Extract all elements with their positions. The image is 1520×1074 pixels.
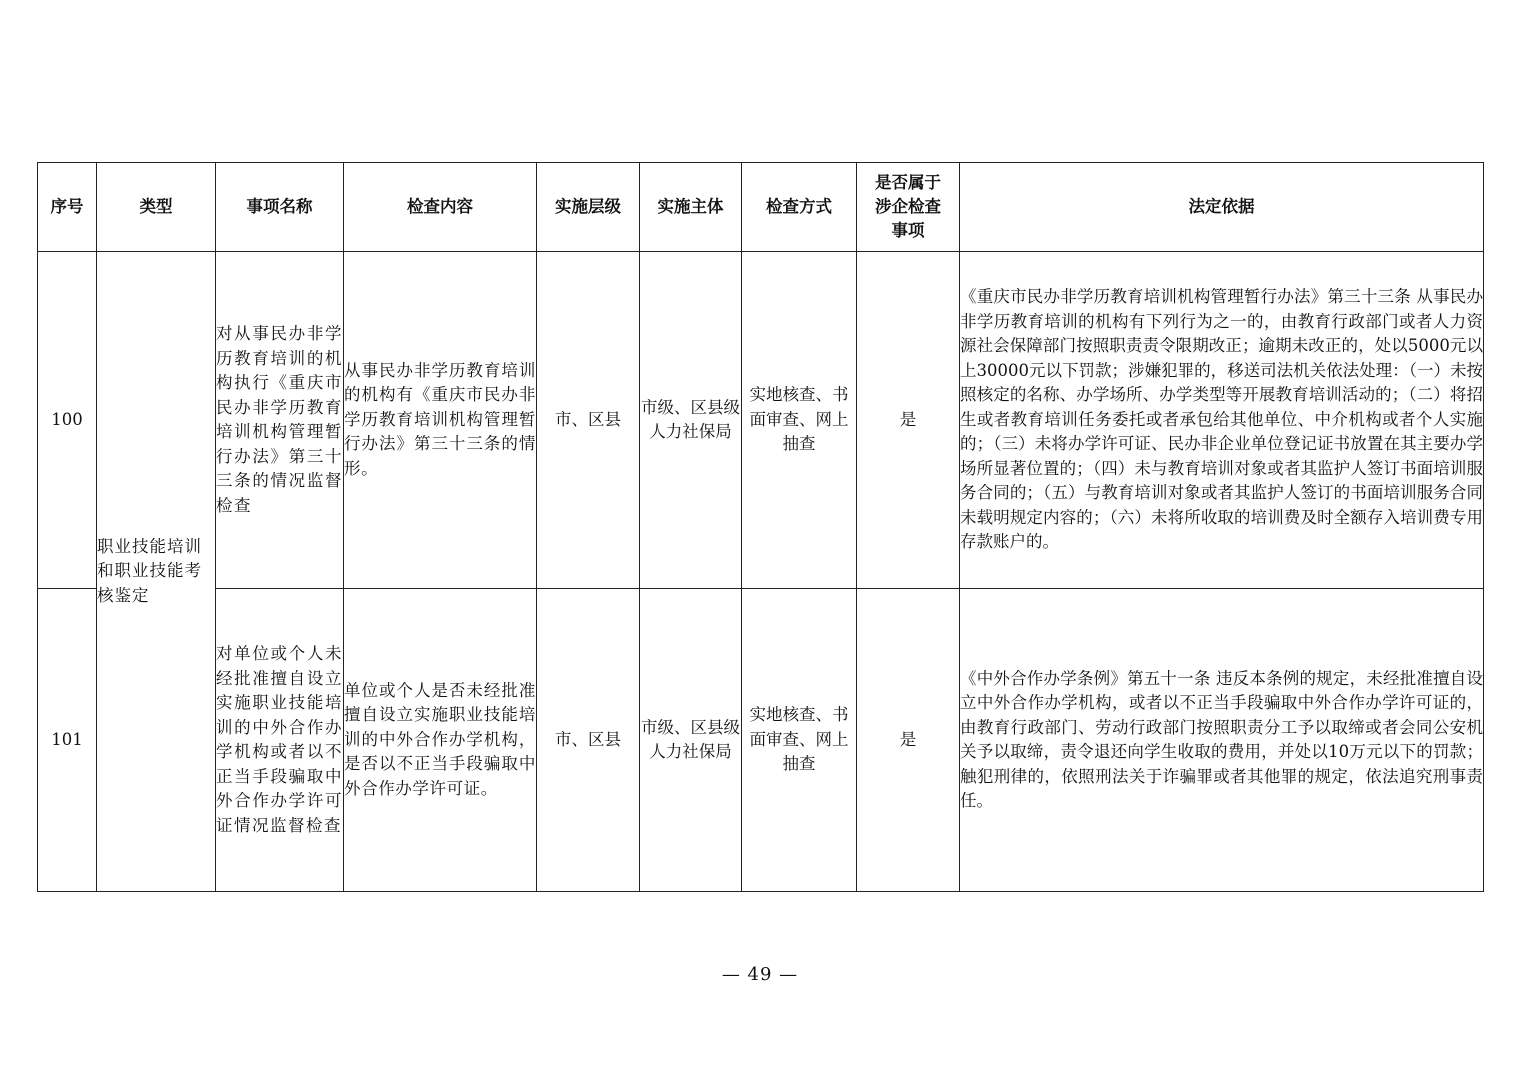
row-subject: 市级、区县级人力社保局 [640, 589, 742, 892]
row-no: 101 [38, 589, 97, 892]
row-level: 市、区县 [537, 252, 640, 589]
row-item-name: 对从事民办非学历教育培训的机构执行《重庆市民办非学历教育培训机构管理暂行办法》第三十三条的情况监督检查 [216, 252, 344, 589]
row-content: 单位或个人是否未经批准擅自设立实施职业技能培训的中外合作办学机构，是否以不正当手段骗取中外合作办学许可证。 [344, 589, 537, 892]
header-enterprise-cell [857, 163, 960, 252]
row-content: 从事民办非学历教育培训的机构有《重庆市民办非学历教育培训机构管理暂行办法》第三十三条的情形。 [344, 252, 537, 589]
table-row [38, 252, 1484, 589]
row-enterprise: 是 [857, 252, 960, 589]
header-enterprise: 是否属于涉企检查事项 [875, 172, 941, 240]
row-subject: 市级、区县级人力社保局 [640, 252, 742, 589]
row-basis: 《中外合作办学条例》第五十一条 违反本条例的规定，未经批准擅自设立中外合作办学机构，或者以不正当手段骗取中外合作办学许可证的，由教育行政部门、劳动行政部门按照职责分工予以取缔或者会同公安机关予以取缔，责令退还向学生收取的费用，并处以10万元以下的罚款；触犯刑律的，依照刑法关于诈骗罪或者其他罪的规定，依法追究刑事责任。 [960, 589, 1484, 892]
header-no: 序号 [38, 163, 97, 252]
row-basis: 《重庆市民办非学历教育培训机构管理暂行办法》第三十三条 从事民办非学历教育培训的机构有下列行为之一的，由教育行政部门或者人力资源社会保障部门按照职责责令限期改正；逾期未改正的，处以5000元以上30000元以下罚款；涉嫌犯罪的，移送司法机关依法处理：（一）未按照核定的名称、办学场所、办学类型等开展教育培训活动的；（二）将招生或者教育培训任务委托或者承包给其他单位、中介机构或者个人实施的；（三）未将办学许可证、民办非企业单位登记证书放置在其主要办学场所显著位置的；（四）未与教育培训对象或者其监护人签订书面培训服务合同的；（五）与教育培训对象或者其监护人签订的书面培训服务合同未载明规定内容的；（六）未将所收取的培训费及时全额存入培训费专用存款账户的。 [960, 252, 1484, 589]
header-method: 检查方式 [742, 163, 857, 252]
header-subject: 实施主体 [640, 163, 742, 252]
header-type: 类型 [97, 163, 216, 252]
row-enterprise: 是 [857, 589, 960, 892]
header-basis: 法定依据 [960, 163, 1484, 252]
page-number: — 49 — [721, 964, 799, 985]
inspection-items-table [37, 162, 1484, 892]
header-item-name: 事项名称 [216, 163, 344, 252]
table-row [38, 589, 1484, 892]
header-content: 检查内容 [344, 163, 537, 252]
row-method: 实地核查、书面审查、网上抽查 [742, 252, 857, 589]
row-no: 100 [38, 252, 97, 589]
row-type: 职业技能培训和职业技能考核鉴定 [97, 252, 216, 892]
row-item-name: 对单位或个人未经批准擅自设立实施职业技能培训的中外合作办学机构或者以不正当手段骗取中外合作办学许可证情况监督检查 [216, 589, 344, 892]
row-level: 市、区县 [537, 589, 640, 892]
header-level: 实施层级 [537, 163, 640, 252]
row-method: 实地核查、书面审查、网上抽查 [742, 589, 857, 892]
table-header-row [38, 163, 1484, 252]
